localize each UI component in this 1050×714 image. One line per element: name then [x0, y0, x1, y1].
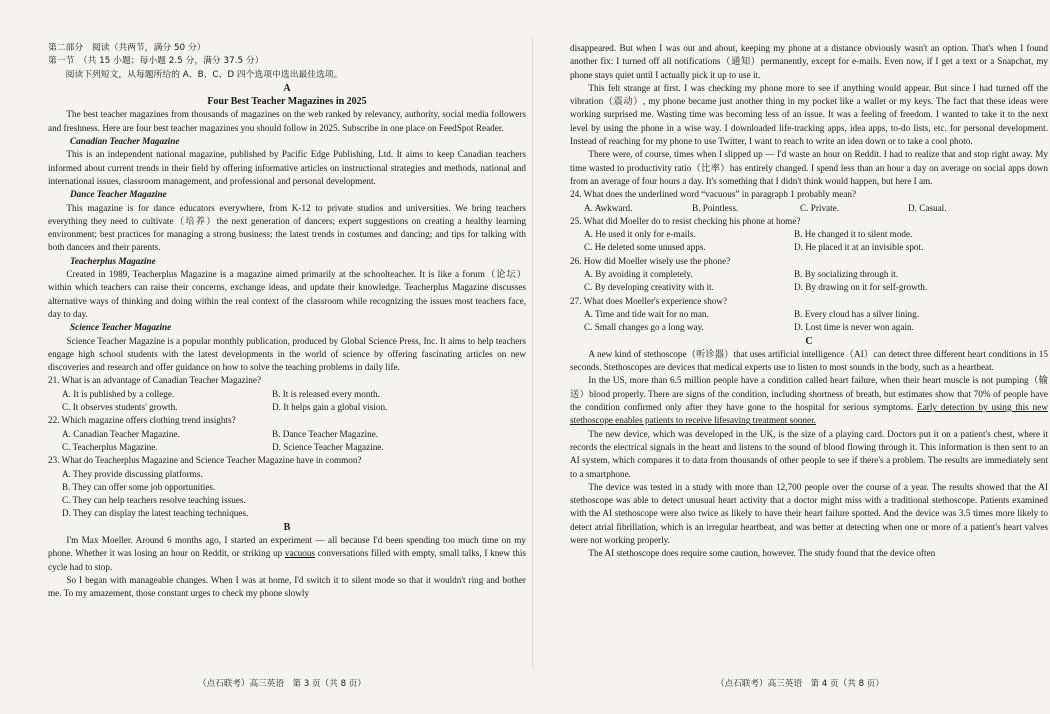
option-b: B. It is released every month. [272, 388, 380, 399]
option-d: D. He placed it at an invisible spot. [794, 242, 924, 253]
passage-b-paragraph-3: This felt strange at first. I was checking my phone more to see if anything would appear. But since I had turned off the vibration（震动）, my phone became just another thing in my pocket like a wallet or my keys. The fact that these ideas were working surprised me. Wasting time was becoming less of an issue. It was a feeling of freedom. I wanted to take it to the next level by using the phone in a wise way. I downloaded life-tracking apps, idea apps, to-do lists, etc. for personal development. Instead of reaching for my phone to use Twitter, I want to reach to write an idea down or to take a cool photo. [570, 82, 1048, 147]
question-24: 24. What does the underlined word “vacuous” in paragraph 1 probably mean? [570, 189, 857, 200]
question-24-options [570, 202, 1048, 215]
magazine-4-name: Science Teacher Magazine [70, 322, 172, 333]
passage-c-paragraph-3: The new device, which was developed in the UK, is the size of a playing card. Doctors put it on a patient's chest, where it records the electrical signals in the heart and listens to the sound of blood flowing through it. This information is then sent to an AI system, which compares it to data from thousands of other people to see if there's a problem. The results are immediately sent to a smartphone. [570, 428, 1048, 479]
magazine-1-text: This is an independent national magazine, published by Pacific Edge Publishing, Ltd. It aims to keep Canadian teachers informed about current trends in their field by offering informative articles on instructional strategies and methods, national and international issues, classroom management, and professional and personal development. [48, 149, 526, 186]
section-title: 第一节 （共 15 小题；每小题 2.5 分，满分 37.5 分） [48, 56, 264, 67]
question-27: 27. What does Moeller's experience show? [570, 295, 728, 306]
question-25: 25. What did Moeller do to resist checking his phone at home? [570, 215, 801, 226]
option-a: A. He used it only for e-mails. [584, 229, 696, 240]
option-d: D. Casual. [908, 202, 947, 213]
option-c: C. They can help teachers resolve teaching issues. [62, 495, 246, 506]
option-d: D. They can display the latest teaching techniques. [62, 508, 249, 519]
passage-c-letter: C [805, 335, 813, 347]
passage-b-continuation: disappeared. But when I was out and about, keeping my phone at a distance obviously wasn't an option. That's when I found another fix: I turned off all notifications（通知）permanently, except for e-mails. Even now, if I get a text or a Snapchat, my phone stays quiet until I actually pick it up to use it. [570, 43, 1048, 80]
part-title: 第二部分 阅读（共两节，满分 50 分） [48, 43, 206, 53]
question-26: 26. How did Moeller wisely use the phone? [570, 255, 731, 266]
option-b: B. By socializing through it. [794, 269, 899, 280]
question-23-options [48, 468, 526, 521]
page-footer-right: （点石联考）高三英语 第 4 页（共 8 页） [716, 679, 884, 689]
magazine-2-name: Dance Teacher Magazine [70, 189, 167, 200]
passage-b-paragraph-4: There were, of course, times when I slipped up — I'd waste an hour on Reddit. I had to realize that and stop right away. My time wasted to productivity ratio（比率）has entirely changed. I spend less than an hour a day on average on social apps down from an average of four hours a day. It's something that I didn't think would happen, but here I am. [570, 149, 1048, 186]
passage-a-intro: The best teacher magazines from thousands of magazines on the web ranked by relevancy, authority, social media followers and freshness. Here are four best teacher magazines you should follow in 2025. Subscribe in one place on FeedSpot Reader. [48, 109, 526, 133]
passage-b-letter: B [283, 521, 291, 533]
option-d: D. Science Teacher Magazine. [272, 441, 384, 452]
left-column [48, 42, 526, 600]
option-c: C. Teacherplus Magazine. [62, 441, 158, 452]
underlined-sentence: Early detection by using this new stethoscope enables patients to receive lifesaving treatment sooner. [570, 402, 1048, 426]
passage-c-paragraph-5: The AI stethoscope does require some caution, however. The study found that the device often [588, 548, 936, 559]
option-c: C. It observes students' growth. [62, 402, 178, 413]
question-21-options [48, 388, 526, 415]
passage-a-letter: A [283, 82, 291, 94]
option-d: D. Lost time is never won again. [794, 322, 914, 333]
question-26-options [570, 268, 1048, 295]
option-c: C. He deleted some unused apps. [584, 242, 706, 253]
question-21: 21. What is an advantage of Canadian Teacher Magazine? [48, 375, 262, 386]
option-b: B. Dance Teacher Magazine. [272, 428, 379, 439]
magazine-3-text: Created in 1989, Teacherplus Magazine is a magazine aimed primarily at the schoolteacher. It is like a forum（论坛）within which teachers can raise their concerns, exchange ideas, and update their knowledge. Teacherplus Magazine discusses alternative ways of thinking and doing within the real context of the classroom while recognizing the issues most teachers face, day to day. [48, 269, 526, 319]
underlined-word: vacuous [284, 548, 315, 559]
column-divider [532, 38, 533, 668]
magazine-3-name: Teacherplus Magazine [70, 255, 156, 266]
magazine-4-text: Science Teacher Magazine is a popular monthly publication, produced by Global Science Press, Inc. It aims to help teachers engage high school students with the latest developments in the world of science by offering fascinating articles on new discoveries and research and offer guidance on how to solve the teaching problems in daily life. [48, 335, 526, 373]
option-a: A. By avoiding it completely. [584, 269, 693, 280]
option-b: B. Every cloud has a silver lining. [794, 308, 920, 319]
option-a: A. Awkward. [584, 202, 633, 213]
right-column [570, 42, 1048, 561]
question-22: 22. Which magazine offers clothing trend insights? [48, 415, 236, 426]
passage-c-paragraph-4: The device was tested in a study with more than 12,700 people over the course of a year. The results showed that the AI stethoscope was able to detect unusual heart activity that a doctor might miss with a traditional stethoscope. Patients examined with the AI stethoscope were also twice as likely to have their heart failure spotted. And the device was 3.5 times more likely to detect atrial fibrillation, which is an irregular heartbeat, and was better at detecting when one or more of a patient's heart valves were not working properly. [570, 481, 1048, 545]
passage-c-paragraph-2: In the US, more than 6.5 million people have a condition called heart failure, when their heart muscle is not pumping（输送）blood properly. There are signs of the condition, including shortness of breath, but estimates show that 70% of people have the condition confirmed only after they have gone to the hospital for serious symptoms. Early detection by using this new stethoscope enables patients to receive lifesaving treatment sooner. [570, 375, 1048, 426]
passage-b-paragraph-2: So I began with manageable changes. When I was at home, I'd switch it to silent mode so that it wouldn't ring and bother me. To my amazement, those constant urges to check my phone slowly [48, 574, 526, 599]
option-a: A. They provide discussing platforms. [62, 468, 203, 479]
option-d: D. By drawing on it for self-growth. [794, 282, 928, 293]
passage-c-paragraph-1: A new kind of stethoscope（听诊器）that uses artificial intelligence（AI）can detect three different heart conditions in 15 seconds. Stethoscopes are devices that medical experts use to listen to most sounds in the body, such as a heartbeat. [570, 348, 1048, 373]
option-a: A. Time and tide wait for no man. [584, 308, 709, 319]
option-a: A. Canadian Teacher Magazine. [62, 428, 180, 439]
question-27-options [570, 308, 1048, 335]
option-a: A. It is published by a college. [62, 388, 175, 399]
question-22-options [48, 428, 526, 455]
passage-a-title: Four Best Teacher Magazines in 2025 [207, 96, 367, 108]
option-d: D. It helps gain a global vision. [272, 402, 388, 413]
option-b: B. Pointless. [692, 202, 739, 213]
magazine-2-text: This magazine is for dance educators everywhere, from K-12 to private studios and universities. We bring teachers everything they need to cultivate（培养）the next generation of dancers; expert suggestions on creating a healthy learning environment; best practices for managing a strong business; the latest trends in costumes and dancing; and tips for talking with both dancers and their parents. [48, 202, 526, 253]
question-25-options [570, 228, 1048, 255]
option-c: C. Small changes go a long way. [584, 322, 704, 333]
page-footer-left: （点石联考）高三英语 第 3 页（共 8 页） [198, 679, 366, 689]
passage-b-paragraph-1: I'm Max Moeller. Around 6 months ago, I started an experiment — all because I'd been spending too much time on my phone. Whether it was losing an hour on Reddit, or striking up vacuous conversations filled with empty, small talks, I knew this cycle had to stop. [48, 534, 526, 572]
instruction: 阅读下列短文，从每题所给的 A、B、C、D 四个选项中选出最佳选项。 [65, 69, 343, 80]
option-c: C. By developing creativity with it. [584, 282, 714, 293]
question-23: 23. What do Teacherplus Magazine and Science Teacher Magazine have in common? [48, 455, 362, 466]
option-b: B. They can offer some job opportunities. [62, 481, 216, 492]
option-b: B. He changed it to silent mode. [794, 229, 913, 240]
option-c: C. Private. [800, 202, 840, 213]
magazine-1-name: Canadian Teacher Magazine [70, 136, 180, 147]
